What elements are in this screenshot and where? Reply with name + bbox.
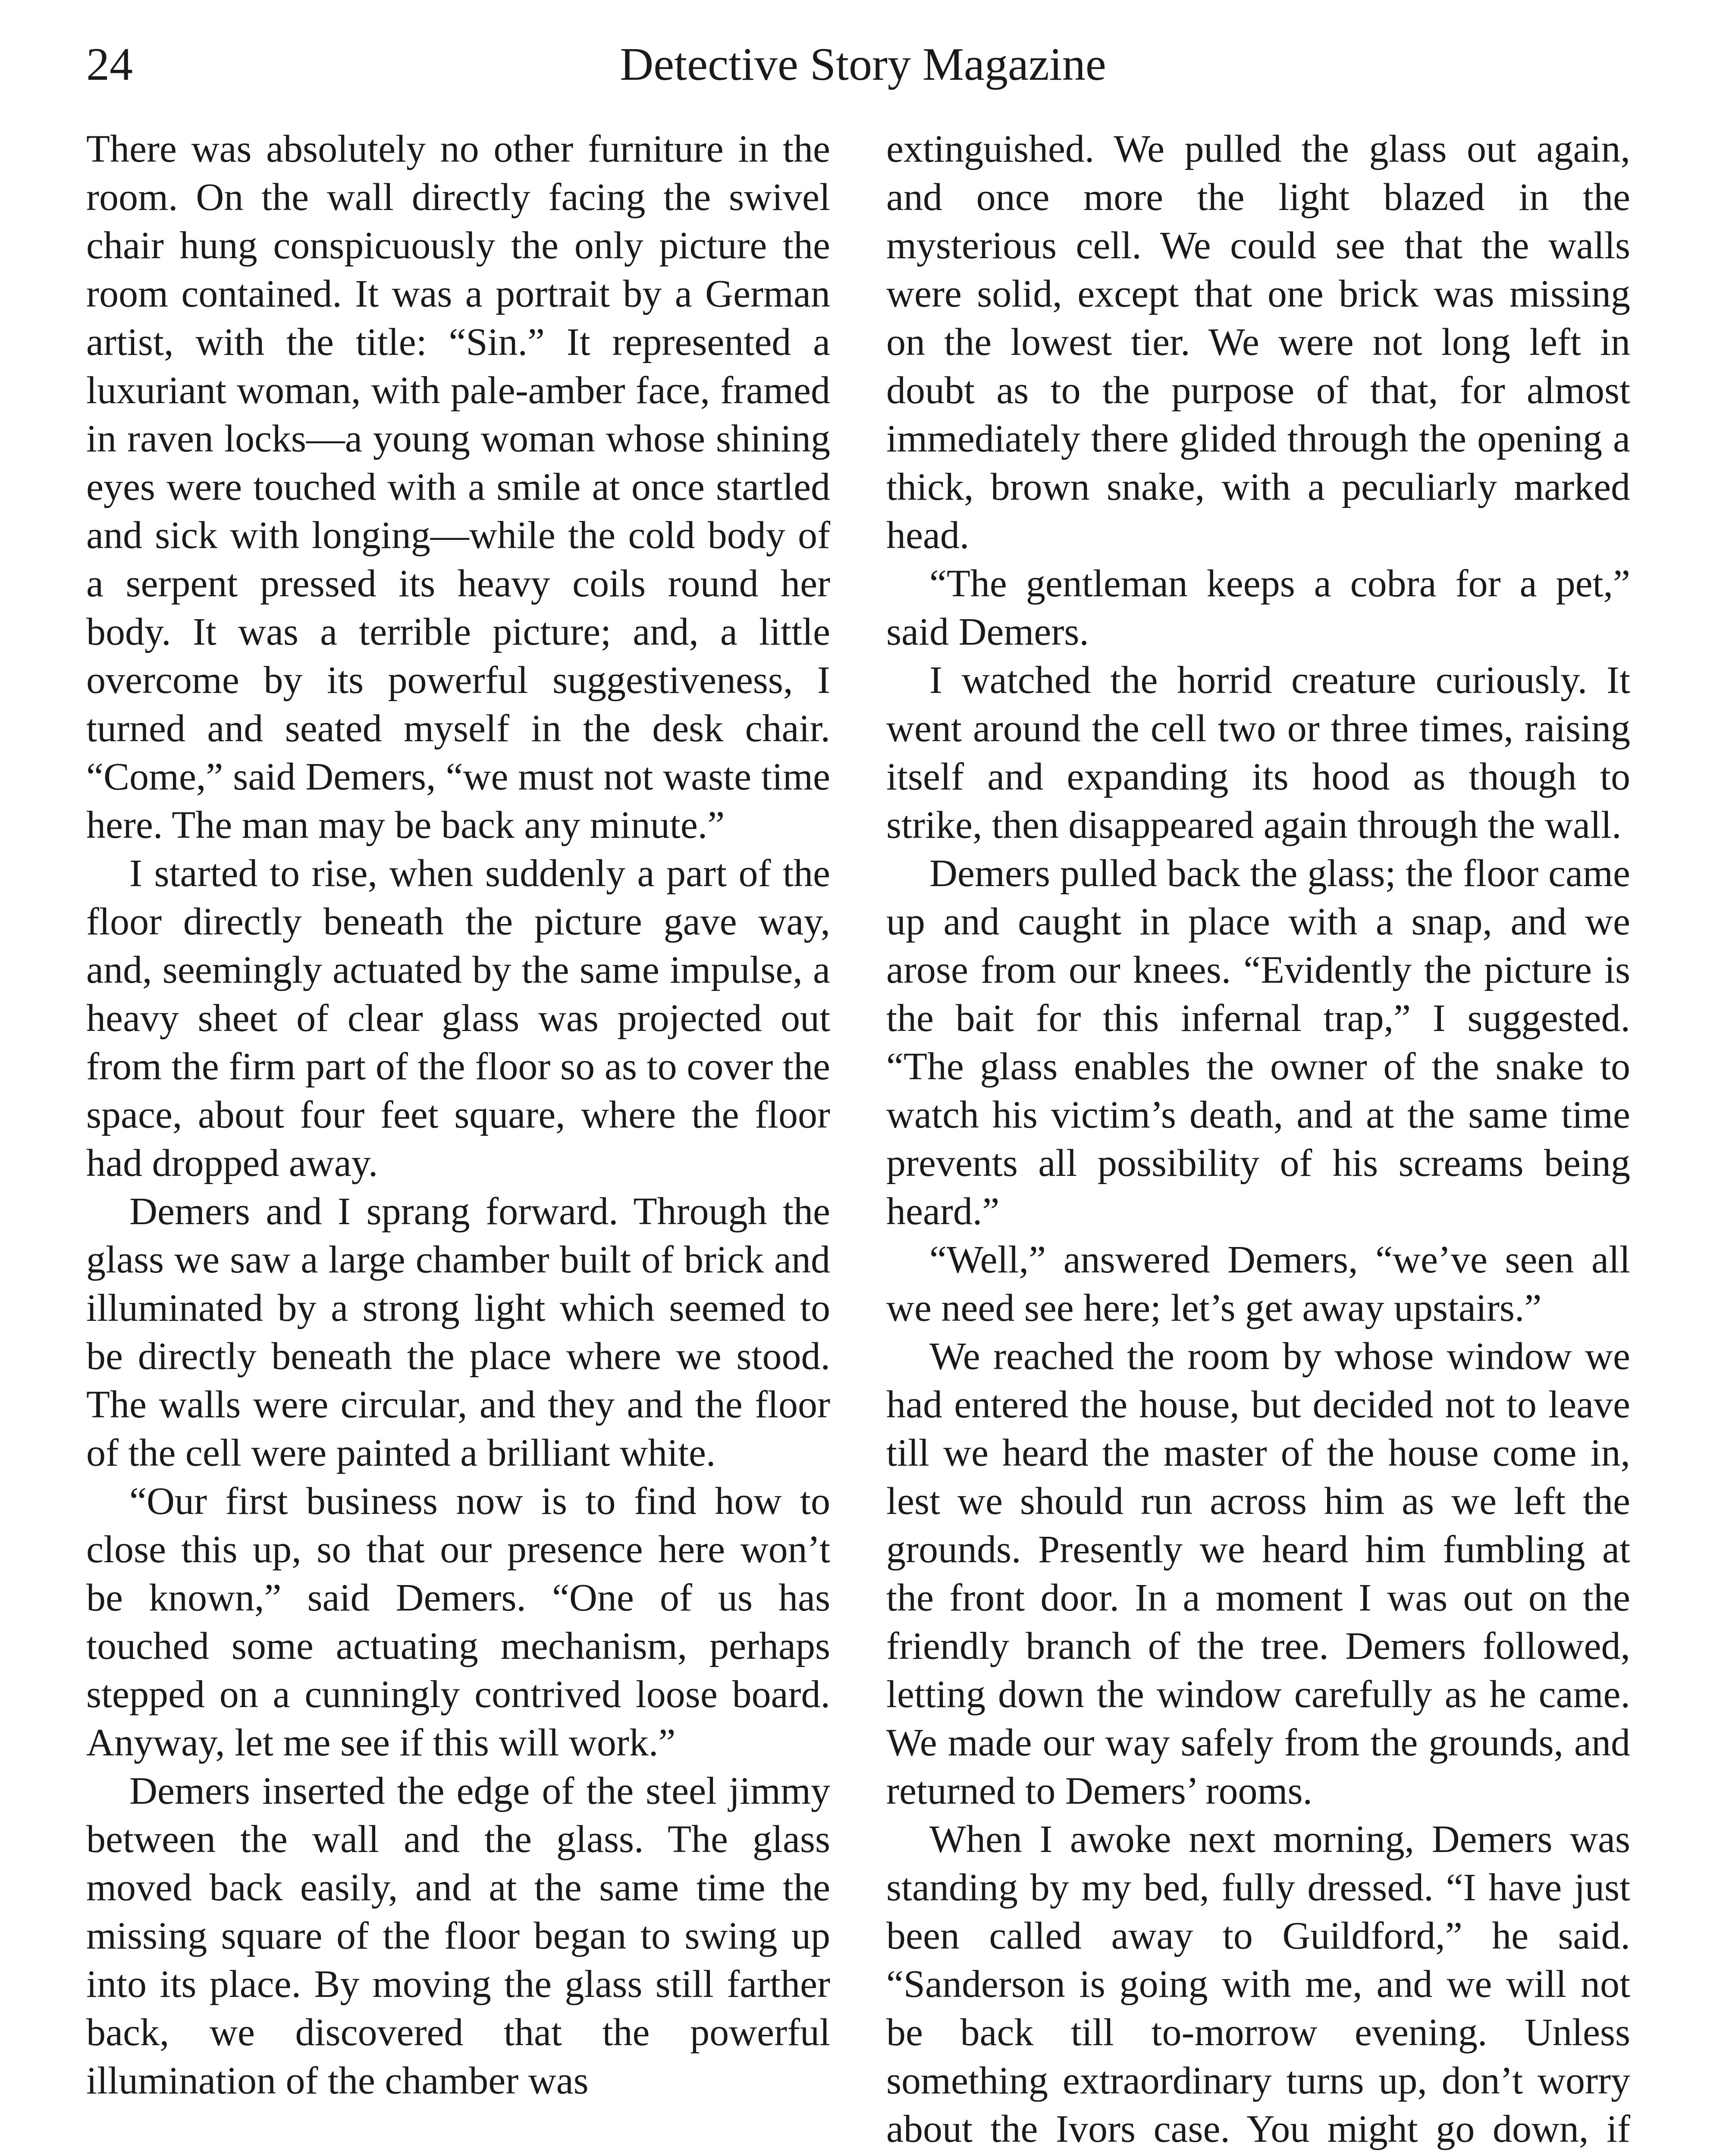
paragraph: Demers and I sprang forward. Through the glass we saw a large chamber built of brick and illuminated by a strong light which seemed to be directly beneath the place where we stood. The walls were circular, and they and the floor of the cell were painted a brilliant white. — [86, 1190, 830, 1474]
right-column — [886, 125, 1630, 2156]
paragraph: We reached the room by whose window we had entered the house, but decided not to leave till we heard the master of the house come in, lest we should run across him as we left the grounds. Presently we heard him fumbling at the front door. In a moment I was out on the friendly branch of the tree. Demers followed, letting down the window carefully as he came. We made our way safely from the grounds, and returned to Demers’ rooms. — [886, 1335, 1630, 1812]
paragraph: I watched the horrid creature curiously. It went around the cell two or three times, raising itself and expanding its hood as though to strike, then disappeared again through the wall. — [886, 659, 1630, 846]
page-header — [86, 34, 1640, 95]
text-columns — [86, 125, 1630, 2156]
paragraph: When I awoke next morning, Demers was standing by my bed, fully dressed. “I have just been called away to Guildford,” he said. “Sanderson is going with me, and we will not be back till to-morrow evening. Unless something extraordinary turns up, don’t worry about the Ivors case. You might go down, if — [886, 1818, 1630, 2150]
paragraph: “Well,” answered Demers, “we’ve seen all we need see here; let’s get away upstairs.” — [886, 1238, 1630, 1329]
running-head: Detective Story Magazine — [620, 39, 1106, 90]
paragraph: “The gentleman keeps a cobra for a pet,” said Demers. — [886, 562, 1630, 653]
page-number: 24 — [86, 39, 133, 90]
paragraph: Demers inserted the edge of the steel jimmy between the wall and the glass. The glass moved back easily, and at the same time the missing square of the floor began to swing up into its place. By moving the glass still farther back, we discovered that the powerful illumination of the chamber was — [86, 1770, 830, 2102]
paragraph: extinguished. We pulled the glass out again, and once more the light blazed in the mysterious cell. We could see that the walls were solid, except that one brick was missing on the lowest tier. We were not long left in doubt as to the purpose of that, for almost immediately there glided through the opening a thick, brown snake, with a peculiarly marked head. — [886, 128, 1630, 557]
paragraph: Demers pulled back the glass; the floor came up and caught in place with a snap, and we arose from our knees. “Evidently the picture is the bait for this infernal trap,” I suggested. “The glass enables the owner of the snake to watch his victim’s death, and at the same time prevents all possibility of his screams being heard.” — [886, 852, 1630, 1233]
paragraph: There was absolutely no other furniture in the room. On the wall directly facing the swivel chair hung conspicuously the only picture the room contained. It was a portrait by a German artist, with the title: “Sin.” It represented a luxuriant woman, with pale-amber face, framed in raven locks—a young woman whose shining eyes were touched with a smile at once startled and sick with longing—while the cold body of a serpent pressed its heavy coils round her body. It was a terrible picture; and, a little overcome by its powerful suggestiveness, I turned and seated myself in the desk chair. “Come,” said Demers, “we must not waste time here. The man may be back any minute.” — [86, 128, 830, 846]
paragraph: “Our first business now is to find how to close this up, so that our presence here won’t be known,” said Demers. “One of us has touched some actuating mechanism, perhaps stepped on a cunningly contrived loose board. Anyway, let me see if this will work.” — [86, 1480, 830, 1764]
left-column — [86, 125, 830, 2156]
paragraph: I started to rise, when suddenly a part of the floor directly beneath the picture gave way, and, seemingly actuated by the same impulse, a heavy sheet of clear glass was projected out from the firm part of the floor so as to cover the space, about four feet square, where the floor had dropped away. — [86, 852, 830, 1185]
